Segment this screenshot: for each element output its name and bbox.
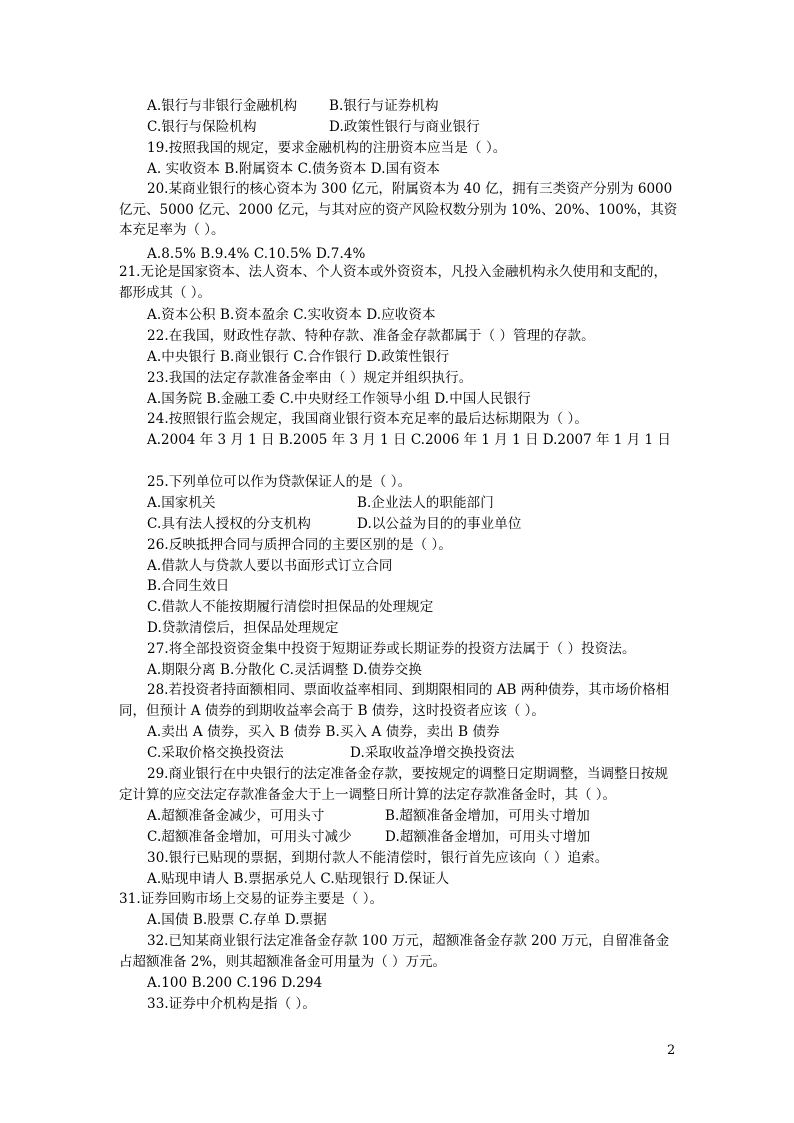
option-d: D.超额准备金增加，可用头寸增加 [385, 829, 591, 845]
options-30: A.贴现申请人 B.票据承兑人 C.贴现银行 D.保证人 [147, 871, 450, 887]
option-b: B.银行与证券机构 [329, 98, 439, 114]
option-c: C.超额准备金增加，可用头寸减少 [147, 829, 352, 845]
options-28-ab: A.卖出 A 债券，买入 B 债券 B.买入 A 债券，卖出 B 债券 [147, 724, 500, 740]
question-26: 26.反映抵押合同与质押合同的主要区别的是（ ）。 [147, 537, 453, 553]
option-line [147, 97, 297, 115]
option-c: C.借款人不能按期履行清偿时担保品的处理规定 [147, 599, 434, 615]
option-a: A.银行与非银行金融机构 [147, 98, 298, 114]
option-b: B.合同生效日 [147, 578, 230, 594]
option-d: D.以公益为目的的事业单位 [357, 516, 522, 532]
options-27: A.期限分离 B.分散化 C.灵活调整 D.债券交换 [147, 662, 422, 678]
question-22: 22.在我国，财政性存款、特种存款、准备金存款都属于（ ）管理的存款。 [147, 328, 595, 344]
option-d: D.贷款清偿后，担保品处理规定 [147, 620, 339, 636]
question-21: 21.无论是国家资本、法人资本、个人资本或外资资本，凡投入金融机构永久使用和支配的，都形成其（ ）。 [119, 264, 667, 301]
option-a: A.国家机关 [147, 495, 216, 511]
options-23: A.国务院 B.金融工委 C.中央财经工作领导小组 D.中国人民银行 [147, 391, 531, 407]
options-32: A.100 B.200 C.196 D.294 [147, 975, 323, 991]
question-30: 30.银行已贴现的票据，到期付款人不能清偿时，银行首先应该向（ ）追索。 [147, 850, 609, 866]
page-number: 2 [667, 1043, 676, 1058]
options-24: A.2004 年 3 月 1 日 B.2005 年 3 月 1 日 C.2006 年 1 月 1 日 D.2007 年 1 月 1 日 [147, 432, 671, 448]
option-a: A.借款人与贷款人要以书面形式订立合同 [147, 558, 393, 574]
question-33: 33.证券中介机构是指（ ）。 [147, 996, 317, 1012]
question-28: 28.若投资者持面额相同、票面收益率相同、到期限相同的 AB 两种债券，其市场价格相同，但预计 A 债券的到期收益率会高于 B 债券，这时投资者应该（ ）。 [119, 682, 670, 719]
question-24: 24.按照银行监会规定，我国商业银行资本充足率的最后达标期限为（ ）。 [147, 411, 589, 427]
options-21: A.资本公积 B.资本盈余 C.实收资本 D.应收资本 [147, 307, 436, 323]
option-d: D.政策性银行与商业银行 [329, 119, 480, 135]
option-b: B.超额准备金增加，可用头寸增加 [385, 808, 590, 824]
question-32: 32.已知某商业银行法定准备金存款 100 万元，超额准备金存款 200 万元，自留准备金占超额准备 2%，则其超额准备金可用量为（ ）万元。 [119, 933, 670, 970]
options-31: A.国债 B.股票 C.存单 D.票据 [147, 912, 327, 928]
question-19: 19.按照我国的规定，要求金融机构的注册资本应当是（ ）。 [147, 140, 507, 156]
option-b: B.企业法人的职能部门 [357, 495, 494, 511]
options-20: A.8.5% B.9.4% C.10.5% D.7.4% [147, 246, 366, 262]
option-c: C.银行与保险机构 [147, 119, 257, 135]
question-29: 29.商业银行在中央银行的法定准备金存款，要按规定的调整日定期调整，当调整日按规定计算的应交法定存款准备金大于上一调整日所计算的法定存款准备金时，其（ ）。 [119, 766, 668, 803]
question-31: 31.证券回购市场上交易的证券主要是（ ）。 [119, 891, 384, 907]
question-27: 27.将全部投资资金集中投资于短期证券或长期证券的投资方法属于（ ）投资法。 [147, 641, 636, 657]
option-c: C.采取价格交换投资法 [147, 745, 284, 761]
option-d: D.采取收益净增交换投资法 [350, 745, 515, 761]
options-19: A. 实收资本 B.附属资本 C.债务资本 D.国有资本 [147, 161, 440, 177]
question-25: 25.下列单位可以作为贷款保证人的是（ ）。 [147, 474, 412, 490]
question-20: 20.某商业银行的核心资本为 300 亿元，附属资本为 40 亿，拥有三类资产分别为 6000 亿元、5000 亿元、2000 亿元，与其对应的资产风险权数分别为 10%、20%、100%，其资本充足率为（ ）。 [119, 181, 678, 238]
option-a: A.超额准备金减少，可用头寸 [147, 808, 325, 824]
question-23: 23.我国的法定存款准备金率由（ ）规定并组织执行。 [147, 370, 473, 386]
options-22: A.中央银行 B.商业银行 C.合作银行 D.政策性银行 [147, 349, 450, 365]
option-c: C.具有法人授权的分支机构 [147, 516, 311, 532]
